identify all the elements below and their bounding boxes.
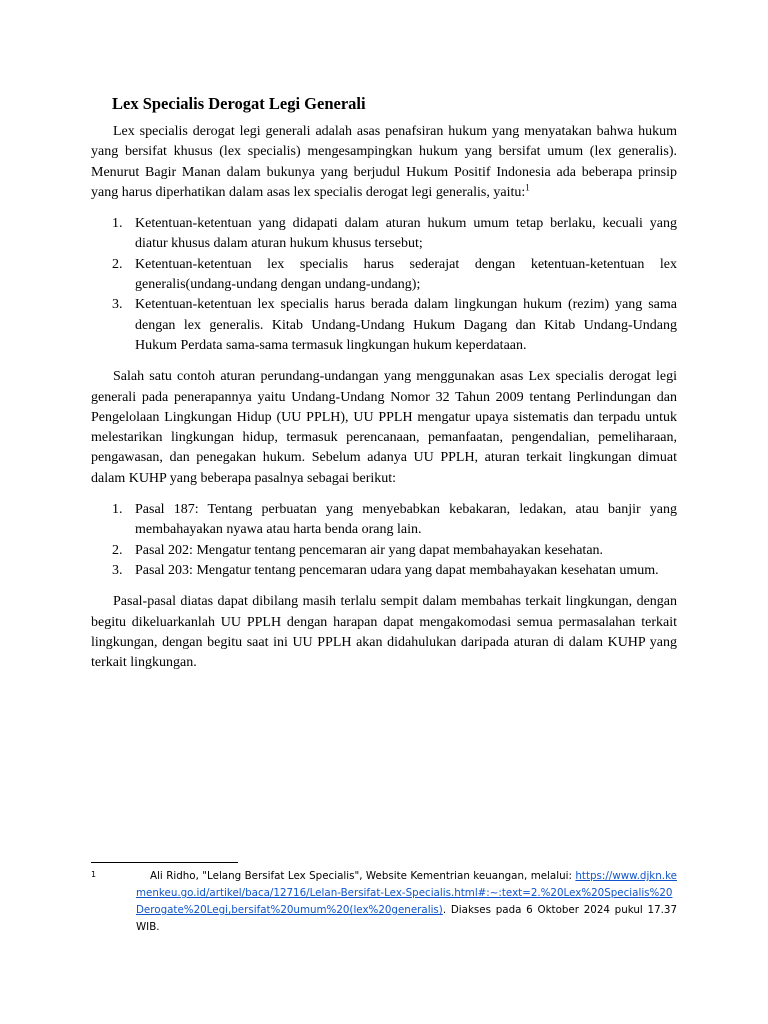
list-item — [91, 500, 677, 541]
list-number: 2. — [112, 256, 123, 272]
kuhp-articles-list — [91, 500, 677, 581]
list-item — [91, 295, 677, 356]
footnote-source-link[interactable]: https://www.djkn.kemenkeu.go.id/artikel/baca/12716/Lelan-Bersifat-Lex-Specialis.html#:~:text=2.%20Lex%20Specialis%20Derogate%20Legi,bersifat%20umum%20(lex%20generalis) — [136, 870, 677, 916]
footnote-reference[interactable]: 1 — [525, 182, 530, 193]
paragraph-conclusion: Pasal-pasal diatas dapat dibilang masih terlalu sempit dalam membahas terkait lingkungan, dengan begitu dikeluarkanlah UU PPLH dengan harapan dapat mengakomodasi semua permasalahan terkait lingkungan, dengan begitu saat ini UU PPLH akan didahulukan daripada aturan di dalam KUHP yang terkait lingkungan. — [91, 594, 677, 671]
list-number: 3. — [112, 562, 123, 578]
list-number: 1. — [112, 502, 123, 518]
footnote — [91, 868, 677, 936]
list-item-text: Pasal 202: Mengatur tentang pencemaran air yang dapat membahayakan kesehatan. — [135, 542, 604, 558]
list-number: 2. — [112, 542, 123, 558]
list-item-text: Ketentuan-ketentuan lex specialis harus sederajat dengan ketentuan-ketentuan lex generalis(undang-undang dengan undang-undang); — [135, 256, 677, 293]
paragraph-example: Salah satu contoh aturan perundang-undangan yang menggunakan asas Lex specialis derogat legi generali pada penerapannya yaitu Undang-Undang Nomor 32 Tahun 2009 tentang Perlindungan dan Pengelolaan Lingkungan Hidup (UU PPLH), UU PPLH mengatur upaya sistematis dan terpadu untuk melestarikan lingkungan hidup, termasuk perencanaan, pemanfaatan, pengendalian, pemeliharaan, pengawasan, dan penegakan hukum. Sebelum adanya UU PPLH, aturan terkait lingkungan dimuat dalam KUHP yang beberapa pasalnya sebagai berikut: — [91, 369, 677, 486]
list-item-text: Pasal 203: Mengatur tentang pencemaran udara yang dapat membahayakan kesehatan umum. — [135, 562, 659, 578]
footnote-mark: 1 — [91, 870, 97, 879]
list-item — [91, 214, 677, 255]
footnote-separator — [91, 862, 238, 863]
list-number: 1. — [112, 216, 123, 232]
list-item — [91, 541, 677, 561]
principles-list — [91, 214, 677, 356]
footnote-body — [136, 868, 677, 936]
list-item — [91, 561, 677, 581]
list-number: 3. — [112, 297, 123, 313]
list-item-text: Ketentuan-ketentuan yang didapati dalam aturan hukum umum tetap berlaku, kecuali yang diatur khusus dalam aturan hukum khusus tersebut; — [135, 216, 677, 252]
list-item-text: Pasal 187: Tentang perbuatan yang menyebabkan kebakaran, ledakan, atau banjir yang membahayakan nyawa atau harta benda orang lain. — [135, 502, 677, 538]
document-title: Lex Specialis Derogat Legi Generali — [112, 94, 366, 113]
footnote-citation: Ali Ridho, "Lelang Bersifat Lex Specialis", Website Kementrian keuangan, melalui: — [150, 870, 572, 882]
list-item-text: Ketentuan-ketentuan lex specialis harus berada dalam lingkungan hukum (rezim) yang sama dengan lex generalis. Kitab Undang-Undang Hukum Dagang dan Kitab Undang-Undang Hukum Perdata sama-sama termasuk lingkungan hukum keperdataan. — [135, 297, 677, 353]
list-item — [91, 255, 677, 296]
document-body — [91, 94, 677, 684]
paragraph-intro — [91, 122, 677, 203]
footnote-access-date: . Diakses pada 6 Oktober 2024 pukul 17.37 WIB. — [136, 904, 677, 933]
paragraph-intro-text: Lex specialis derogat legi generali adalah asas penafsiran hukum yang menyatakan bahwa hukum yang bersifat khusus (lex specialis) mengesampingkan hukum yang bersifat umum (lex generalis). Menurut Bagir Manan dalam bukunya yang berjudul Hukum Positif Indonesia ada beberapa prinsip yang harus diperhatikan dalam asas lex specialis derogat legi generalis, yaitu: — [91, 124, 677, 200]
